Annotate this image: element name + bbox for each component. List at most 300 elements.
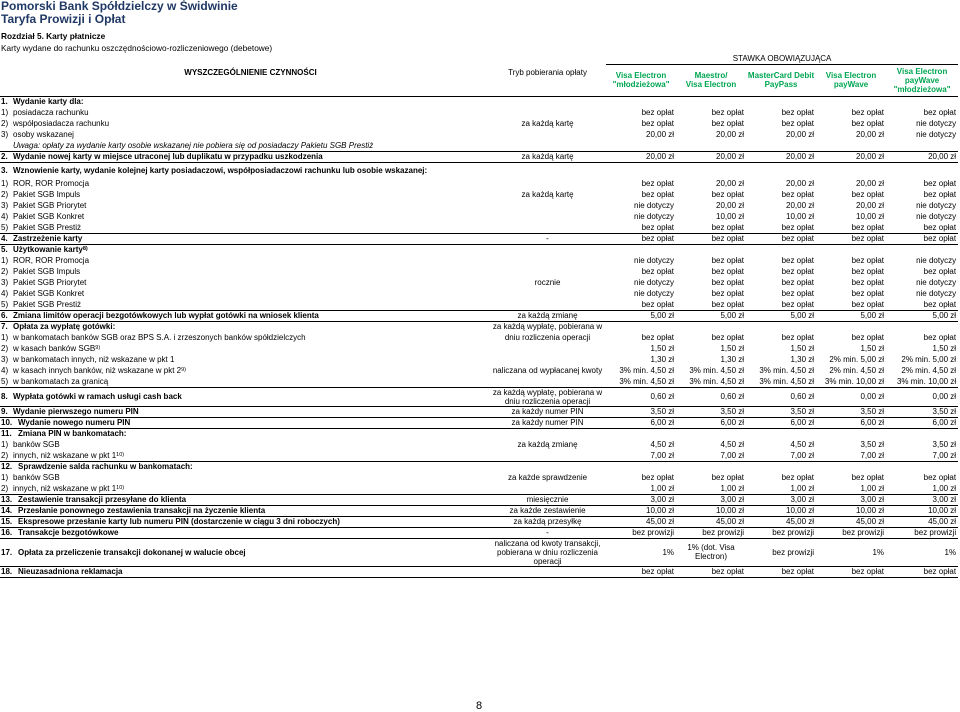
rate-cell [886,96,958,107]
rate-cell: 0,00 zł [886,387,958,406]
row-number: 3) [1,130,9,139]
table-subtitle: Karty wydane do rachunku oszczędnościowo-rozliczeniowego (debetowe) [1,43,273,53]
rate-cell: 3% min. 4,50 zł [759,376,815,386]
card-header [746,64,816,96]
rate-cell: bez opłat [851,119,885,128]
table-row [0,332,958,343]
rate-cell [746,140,816,151]
rate-cell: bez opłat [746,233,816,244]
table-row [0,321,958,332]
rate-cell [746,461,816,472]
row-mode: za każdą zmianę [489,310,606,321]
rate-cell: bez opłat [886,566,958,577]
row-description [12,288,489,299]
row-mode: - [489,233,606,244]
bank-name: Pomorski Bank Spółdzielczy w Świdwinie [1,0,238,13]
row-description-text: Wydanie pierwszego numeru PIN [13,407,139,416]
rate-cell [676,244,746,255]
rate-cell [746,321,816,332]
rate-cell: 3,50 zł [860,440,885,449]
row-description [12,222,489,233]
rate-cell: bez opłat [923,222,957,232]
row-description-text: Pakiet SGB Prestiż [13,299,82,309]
row-description [12,140,489,151]
row-number: 2) [1,450,9,460]
rate-cell: 3,50 zł [886,406,958,417]
rate-cell [676,96,746,107]
rate-cell: bez opłat [711,267,745,276]
row-mode [489,354,606,365]
rate-cell: 10,00 zł [856,212,885,221]
rate-cell: 1,50 zł [720,344,745,353]
rate-cell: 10,00 zł [886,505,958,516]
rate-cell: 0,60 zł [606,387,676,406]
row-number: 18. [1,567,13,576]
rate-cell: 3% min. 10,00 zł [824,376,885,386]
row-description [12,151,489,162]
row-description-text: Pakiet SGB Priorytet [13,201,87,210]
row-mode [489,211,606,222]
rate-cell: bez opłat [923,267,957,276]
rate-cell: 3,50 zł [746,406,816,417]
rate-cell: bez opłat [851,190,885,199]
table-row [0,483,958,494]
row-description [12,321,489,332]
rate-cell: nie dotyczy [916,289,957,298]
rate-cell: bez opłat [641,267,675,276]
card-header [816,64,886,96]
rate-cell: 1,30 zł [790,355,815,364]
row-description-text: Zastrzeżenie karty [13,234,83,243]
row-mode: za każdą wypłatę, pobierana w dniu rozliczenia operacji [489,387,606,406]
row-description-text: Przesłanie ponownego zestawienia transakcji na życzenie klienta [18,506,266,515]
row-description [12,527,489,538]
rate-cell: 10,00 zł [786,212,815,221]
rate-cell [606,96,676,107]
stawka-header: STAWKA OBOWIĄZUJĄCA [606,54,958,64]
rate-cell: bez opłat [641,108,675,117]
rate-cell: bez opłat [851,222,885,232]
row-number: 3) [1,201,9,210]
rate-cell [606,140,676,151]
rate-cell: bez opłat [641,333,675,342]
rate-cell [886,140,958,151]
rate-cell: 7,00 zł [650,450,675,460]
row-description [12,244,489,255]
row-description [12,461,489,472]
rate-cell [886,244,958,255]
row-number: 13. [1,495,13,504]
rate-cell: bez opłat [711,222,745,232]
rate-cell [886,428,958,439]
rate-cell: nie dotyczy [634,256,675,265]
row-mode [489,566,606,577]
row-description [12,406,489,417]
row-number: 2) [1,190,9,199]
row-description-text: Opłata za przeliczenie transakcji dokonanej w walucie obcej [18,547,246,557]
row-mode [489,428,606,439]
rate-cell: bez opłat [641,190,675,199]
rate-cell: bez opłat [851,473,885,482]
rate-cell: bez opłat [781,222,815,232]
rate-cell [746,96,816,107]
row-mode [489,288,606,299]
row-description [12,233,489,244]
row-number: 5) [1,376,9,386]
document-title: Taryfa Prowizji i Opłat [1,12,126,26]
rate-cell: 0,00 zł [816,387,886,406]
row-description [12,107,489,118]
footnote-ref: 10) [116,451,125,458]
row-number: 1) [1,473,9,482]
rate-cell: nie dotyczy [634,289,675,298]
rate-cell: bez opłat [781,119,815,128]
row-number: 2) [1,483,9,493]
rate-cell: 20,00 zł [746,151,816,162]
table-row [0,233,958,244]
row-description [12,505,489,516]
rate-cell [676,321,746,332]
rate-cell: 4,50 zł [790,440,815,449]
row-mode: za każdy numer PIN [489,406,606,417]
row-description-text: Uwaga: opłaty za wydanie karty osobie wskazanej nie pobiera się od posiadaczy Pakietu SGB Prestiż [13,140,374,150]
row-mode [489,222,606,233]
rate-cell: 4,50 zł [720,440,745,449]
table-row [0,310,958,321]
row-description-text: Wznowienie karty, wydanie kolejnej karty posiadaczowi, współposiadaczowi rachunku lub osobie wskazanej: [13,165,428,175]
table-row [0,354,958,365]
rate-cell: nie dotyczy [916,256,957,265]
row-mode: za każdą kartę [521,190,574,199]
rate-cell: 20,00 zł [646,130,675,139]
row-mode: za każdy numer PIN [489,417,606,428]
rate-cell: bez opłat [711,299,745,309]
rate-cell: bez prowizji [816,527,886,538]
rate-cell: bez opłat [781,256,815,265]
rate-cell: 2% min. 4,50 zł [829,366,885,375]
rate-cell: 20,00 zł [856,201,885,210]
rate-cell: bez opłat [711,473,745,482]
rate-cell: 2% min. 5,00 zł [829,355,885,364]
rate-cell [606,461,676,472]
rate-cell: 10,00 zł [746,505,816,516]
rate-cell: bez opłat [746,566,816,577]
rate-cell: bez opłat [641,222,675,232]
rate-cell: 3% min. 4,50 zł [689,366,745,375]
rate-cell: bez opłat [923,190,957,199]
row-mode: miesięcznie [489,494,606,505]
table-row [0,494,958,505]
rate-cell [606,321,676,332]
rate-cell [676,162,746,178]
rate-cell: bez opłat [641,179,675,188]
table-row [0,244,958,255]
table-row [0,151,958,162]
row-description-text: w bankomatach banków SGB oraz BPS S.A. i zrzeszonych banków spółdzielczych [13,333,306,342]
rate-cell: bez opłat [781,108,815,117]
rate-cell: 20,00 zł [856,130,885,139]
rate-cell: bez opłat [781,278,815,287]
card-header-line: Visa Electron [825,71,877,80]
rate-cell: 45,00 zł [746,516,816,527]
row-number: 1) [1,179,9,188]
row-description-text: Opłata za wypłatę gotówki: [13,322,116,332]
rate-cell: bez opłat [923,179,957,188]
rate-cell: bez opłat [641,473,675,482]
rate-cell: bez opłat [711,190,745,199]
table-row [0,118,958,129]
card-header [886,64,958,96]
row-mode [489,200,606,211]
rate-cell [606,162,676,178]
row-description [12,450,489,461]
row-description [12,266,489,277]
card-header [676,64,746,96]
rate-cell: 20,00 zł [676,151,746,162]
row-description [12,365,489,376]
rate-cell [676,140,746,151]
table-row [0,450,958,461]
rate-cell: bez opłat [711,108,745,117]
table-row [0,129,958,140]
rate-cell: bez prowizji [886,527,958,538]
rate-cell: bez opłat [781,473,815,482]
row-mode: za każdą wypłatę, pobierana w [489,321,606,332]
row-mode: za każde zestawienie [489,505,606,516]
rate-cell: 7,00 zł [720,450,745,460]
row-number: 1) [1,108,9,117]
table-row [0,428,958,439]
card-header-line: Visa Electron [615,71,667,80]
card-header-line: Visa Electron [685,80,737,89]
row-description [12,343,489,354]
rate-cell: 6,00 zł [746,417,816,428]
rate-cell [816,428,886,439]
rate-cell: bez opłat [851,267,885,276]
row-mode [489,450,606,461]
footnote-ref: 9) [95,345,101,351]
table-row [0,387,958,406]
table-row [0,189,958,200]
rate-cell: 20,00 zł [786,130,815,139]
rate-cell: 45,00 zł [606,516,676,527]
row-description-text: innych, niż wskazane w pkt 1 [13,450,117,460]
rate-cell: 20,00 zł [856,179,885,188]
rate-cell: bez opłat [641,299,675,309]
row-description [12,439,489,450]
rate-cell: nie dotyczy [634,278,675,287]
row-number: 2) [1,344,9,353]
row-description-text: Pakiet SGB Impuls [13,267,81,276]
row-mode [489,343,606,354]
row-mode: - [489,527,606,538]
row-description-text: w bankomatach innych, niż wskazane w pkt 1 [13,355,175,364]
table-row [0,200,958,211]
row-description [12,354,489,365]
rate-cell: 2% min. 5,00 zł [901,355,957,364]
rate-cell: 1,50 zł [650,344,675,353]
rate-cell: 6,00 zł [816,417,886,428]
row-description-text: Wypłata gotówki w ramach usługi cash back [13,392,182,401]
row-mode [489,483,606,494]
rate-cell: 3,00 zł [676,494,746,505]
row-number: 1. [1,97,8,107]
table-row [0,516,958,527]
footnote-ref: 9) [181,367,186,373]
table-row [0,211,958,222]
row-description [12,118,489,129]
row-number: 2) [1,267,9,276]
rate-cell: bez opłat [781,190,815,199]
row-description-text: Pakiet SGB Prestiż [13,222,82,232]
row-number: 7. [0,321,12,332]
table-row [0,538,958,566]
rate-cell: 3,50 zł [932,440,957,449]
rate-cell: 10,00 zł [716,212,745,221]
rate-cell: 6,00 zł [886,417,958,428]
rate-cell: 1,00 zł [932,483,957,493]
row-mode: rocznie [534,278,561,287]
rate-cell: bez prowizji [676,527,746,538]
row-description [12,310,489,321]
rate-cell: 10,00 zł [606,505,676,516]
rate-cell: bez opłat [816,566,886,577]
row-description [12,211,489,222]
row-description-text: banków SGB [13,440,60,449]
rate-cell: 20,00 zł [816,151,886,162]
rate-cell: 1,00 zł [720,483,745,493]
row-number: 1) [1,256,9,265]
rate-cell: 3,00 zł [606,494,676,505]
rate-cell [886,162,958,178]
row-number: 4) [1,212,9,221]
row-number: 3. [0,162,12,178]
table-header [0,54,958,96]
row-description [12,376,489,387]
card-header-line: payWave [904,75,940,85]
table-row [0,527,958,538]
rate-cell: 7,00 zł [860,450,885,460]
rate-cell: bez opłat [711,278,745,287]
row-mode [489,299,606,310]
rate-cell: 20,00 zł [786,201,815,210]
row-number: 6. [0,310,12,321]
rate-cell: nie dotyczy [916,130,957,139]
row-mode: za każdą zmianę [517,440,578,449]
row-mode [489,129,606,140]
row-mode [489,376,606,387]
rate-cell: bez opłat [923,299,957,309]
rate-cell: 3,00 zł [816,494,886,505]
row-number: 4. [0,233,12,244]
rate-cell: 1,50 zł [860,344,885,353]
row-description-text: Transakcje bezgotówkowe [18,528,119,537]
rate-cell: 2% min. 4,50 zł [901,366,957,375]
rate-cell: 6,00 zł [606,417,676,428]
row-description-text: innych, niż wskazane w pkt 1 [13,483,117,493]
rate-cell: bez opłat [851,289,885,298]
row-mode: za każdą przesyłkę [489,516,606,527]
rate-cell: nie dotyczy [916,119,957,128]
rate-cell: bez opłat [711,256,745,265]
card-header-line: Maestro/ [694,71,728,80]
table-row [0,140,958,151]
table-row [0,96,958,107]
rate-cell: 5,00 zł [676,310,746,321]
rate-cell: 5,00 zł [816,310,886,321]
row-mode [489,178,606,189]
rate-cell: 1% [886,538,958,566]
rate-cell: 10,00 zł [816,505,886,516]
rate-cell: bez opłat [711,289,745,298]
rate-cell [886,461,958,472]
row-description [12,332,489,343]
rate-cell [816,461,886,472]
row-description [12,200,489,211]
table-row [0,566,958,577]
table-row [0,376,958,387]
row-description [12,538,489,566]
row-number: 11. [1,429,12,439]
rate-cell: bez opłat [851,333,885,342]
row-number: 9. [0,406,12,417]
rate-cell: bez opłat [606,233,676,244]
rate-cell: 1,50 zł [790,344,815,353]
rate-cell: bez opłat [676,233,746,244]
footnote-ref: 8) [82,246,88,253]
table-row [0,461,958,472]
rate-cell: 3,50 zł [816,406,886,417]
row-description-text: ROR, ROR Promocja [13,179,90,188]
row-description-text: Zmiana limitów operacji bezgotówkowych lub wypłat gotówki na wniosek klienta [13,311,319,320]
table-row [0,277,958,288]
card-header-line: "młodzieżowa" [893,84,951,94]
row-description-text: ROR, ROR Promocja [13,256,90,265]
rate-cell [816,96,886,107]
rate-cell: nie dotyczy [916,201,957,210]
rate-cell: 1,30 zł [650,355,675,364]
rate-cell: 1,50 zł [932,344,957,353]
rate-cell: nie dotyczy [634,212,675,221]
rate-cell: 5,00 zł [606,310,676,321]
row-description-text: w kasach banków SGB [13,344,96,353]
rate-cell: 6,00 zł [676,417,746,428]
rate-cell: bez opłat [851,278,885,287]
rate-cell [816,244,886,255]
row-mode [489,107,606,118]
row-description [12,277,489,288]
row-mode [489,162,606,178]
table-row [0,406,958,417]
rate-cell [746,428,816,439]
row-description [12,129,489,140]
rate-cell: 45,00 zł [886,516,958,527]
row-description [12,494,489,505]
row-mode [489,96,606,107]
row-description [12,417,489,428]
table-row [0,365,958,376]
row-description-text: Nieuzasadniona reklamacja [18,567,123,576]
rate-cell [746,162,816,178]
row-description [12,483,489,494]
row-mode: za każdą kartę [521,119,574,128]
row-number: 5. [0,244,12,255]
row-number: 3) [1,355,9,364]
row-description-text: Zestawienie transakcji przesyłane do klienta [18,495,187,504]
rate-cell: 5,00 zł [746,310,816,321]
rate-cell: 20,00 zł [786,179,815,188]
rate-cell: 3% min. 4,50 zł [619,376,675,386]
